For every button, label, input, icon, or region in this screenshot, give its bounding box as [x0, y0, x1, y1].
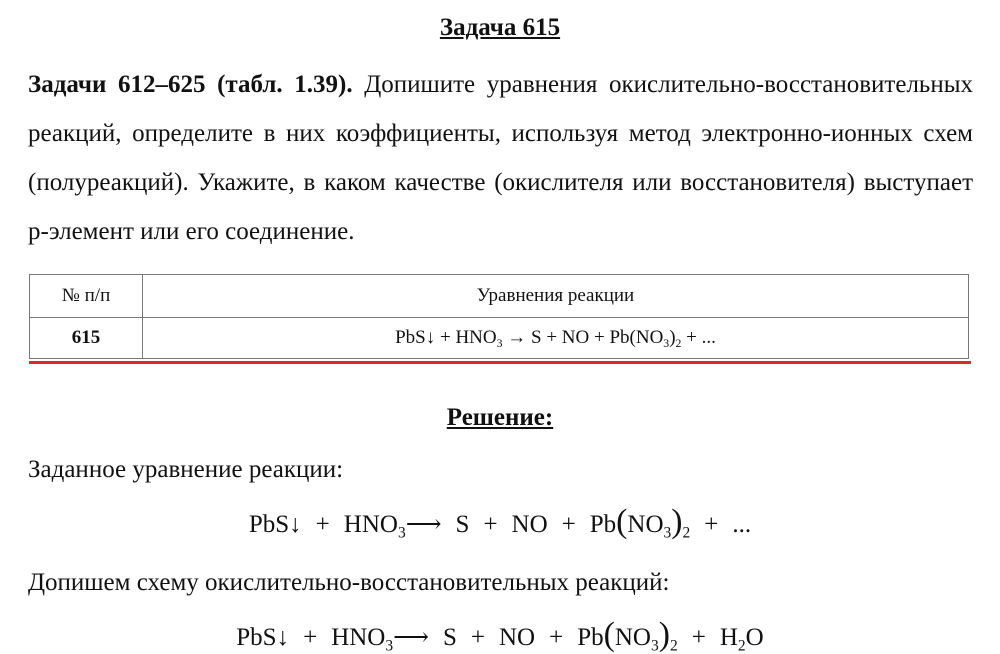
reaction-table	[29, 274, 969, 359]
eq-pbs: PbS↓	[236, 624, 290, 651]
task-heading: Задача 615	[439, 14, 561, 41]
table-accent-line	[29, 361, 971, 364]
scheme-label: Допишем схему окислительно-восстановительных реакций:	[28, 569, 670, 596]
equation-scheme	[0, 616, 1000, 654]
task-statement-text: Допишите уравнения окислительно-восстановительных реакций, определите в них коэффициенты, используя метод электронно-ионных схем (полуреакций). Укажите, в каком качестве (окислителя или восстановителя) выступает p-элемент или его соединение.	[28, 71, 973, 245]
eq-plus: +	[691, 624, 706, 651]
eq-plus: +	[483, 511, 498, 538]
eq-plus: +	[704, 511, 719, 538]
eq-arrow: ⟶	[405, 511, 442, 538]
eq-sub: 2	[737, 637, 746, 654]
eq-pb: Pb	[589, 511, 617, 538]
eq-rparen: )	[671, 503, 683, 540]
eq-lparen: (	[616, 503, 628, 540]
eq-no: NO	[511, 511, 548, 538]
header-number: № п/п	[30, 275, 143, 318]
eq-pb: Pb	[577, 624, 604, 651]
task-statement-bold: Задачи 612–625 (табл. 1.39).	[28, 71, 353, 98]
eq-plus: +	[561, 511, 576, 538]
eq-hno: HNO	[343, 511, 398, 538]
eq-part: PbS↓ + HNO	[395, 327, 497, 348]
eq-sub: 2	[669, 637, 678, 654]
eq-sub: 2	[682, 524, 691, 542]
equation-given	[0, 503, 1000, 542]
eq-pbs: PbS↓	[248, 511, 302, 538]
eq-plus: +	[470, 624, 485, 651]
eq-sub: 3	[663, 337, 670, 351]
eq-sub: 3	[385, 637, 394, 654]
eq-sub: 3	[650, 637, 659, 654]
eq-h2o-o: O	[745, 624, 764, 651]
eq-no-inner: NO	[627, 511, 664, 538]
eq-hno: HNO	[331, 624, 386, 651]
task-statement	[28, 60, 973, 256]
eq-part: + ...	[681, 327, 716, 348]
eq-no-inner: NO	[614, 624, 651, 651]
eq-h2o-h: H	[719, 624, 738, 651]
given-label: Заданное уравнение реакции:	[28, 456, 344, 483]
eq-arrow: ⟶	[393, 624, 429, 651]
eq-part: → S + NO + Pb(NO	[502, 327, 664, 348]
eq-sub: 3	[397, 524, 406, 542]
eq-plus: +	[303, 624, 318, 651]
eq-plus: +	[549, 624, 564, 651]
eq-ellipsis: ...	[732, 511, 752, 538]
solution-heading: Решение:	[446, 404, 554, 431]
eq-rparen: )	[658, 616, 670, 653]
table-row	[30, 318, 969, 359]
eq-part: )	[669, 327, 676, 348]
eq-s: S	[455, 511, 470, 538]
eq-lparen: (	[603, 616, 615, 653]
row-equation	[143, 318, 969, 359]
row-number: 615	[30, 318, 143, 359]
eq-plus: +	[315, 511, 330, 538]
eq-sub: 3	[663, 524, 672, 542]
eq-no: NO	[498, 624, 536, 651]
eq-s: S	[442, 624, 457, 651]
eq-sub: 2	[675, 337, 682, 351]
table-header-row	[30, 275, 969, 318]
header-equation: Уравнения реакции	[143, 275, 969, 318]
eq-sub: 3	[496, 337, 503, 351]
